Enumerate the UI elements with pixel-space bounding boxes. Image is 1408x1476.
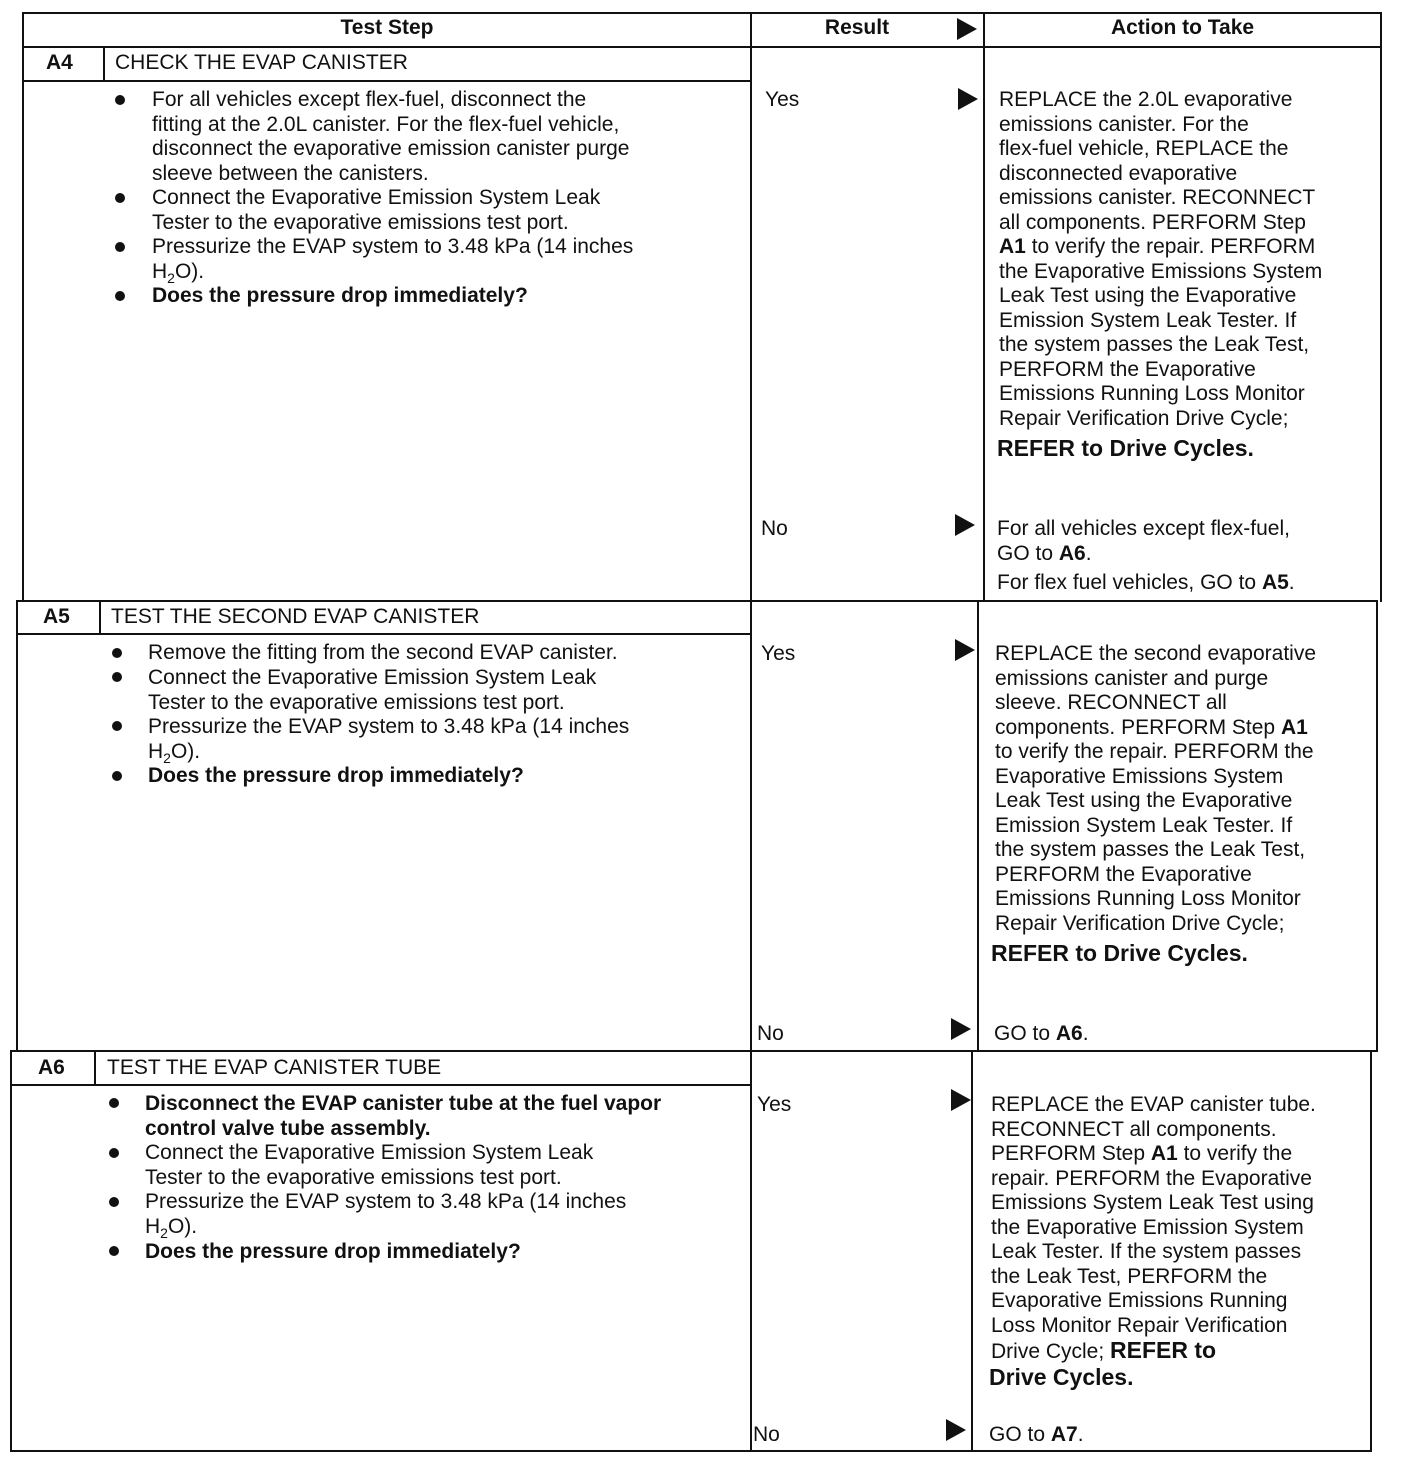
bullet-icon — [115, 242, 125, 252]
bullet-icon — [115, 291, 125, 301]
header-bottom-border — [22, 46, 1382, 48]
step-title: TEST THE SECOND EVAP CANISTER — [111, 605, 480, 628]
result-arrow-icon — [955, 514, 975, 536]
step-question: Does the pressure drop immediately? — [145, 1240, 521, 1263]
result-yes: Yes — [761, 642, 796, 665]
result-no: No — [757, 1022, 784, 1045]
step-text: Connect the Evaporative Emission System Leak Tester to the evaporative emissions test port. — [152, 186, 601, 234]
step-text: Pressurize the EVAP system to 3.48 kPa (14 inches $H_2O$). — [148, 715, 630, 766]
table-left-border — [22, 12, 24, 602]
header-action: Action to Take — [1110, 16, 1255, 39]
header-result: Result — [824, 16, 890, 39]
row-separator — [10, 1050, 1378, 1052]
step-title-underline — [16, 633, 752, 635]
action-yes: REPLACE the second evaporative emissions canister and purge sleeve. RECONNECT all components. PERFORM Step A1 to verify the repair. PERFORM the Evaporative Emissions System Leak Test using the Evaporative Emission System Leak Tester. If the system passes the Leak Test, PERFORM the Evaporative Emissions Running Loss Monitor Repair Verification Drive Cycle; — [995, 642, 1317, 935]
step-id: A6 — [38, 1056, 65, 1079]
bullet-icon — [109, 1197, 119, 1207]
result-arrow-icon — [946, 1419, 966, 1441]
header-arrow-icon — [957, 18, 977, 40]
result-column-divider — [750, 12, 752, 1452]
bullet-icon — [115, 193, 125, 203]
action-no: GO to A7. — [989, 1423, 1084, 1446]
result-no: No — [753, 1423, 780, 1446]
bullet-icon — [112, 721, 122, 731]
step-text: Pressurize the EVAP system to 3.48 kPa (14 inches $H_2O$). — [145, 1190, 627, 1241]
action-column-divider — [977, 600, 979, 1052]
bullet-icon — [112, 672, 122, 682]
table-left-border — [16, 600, 18, 1052]
step-text: Connect the Evaporative Emission System Leak Tester to the evaporative emissions test port. — [148, 666, 597, 714]
action-column-divider — [983, 12, 985, 602]
table-right-border — [1380, 12, 1382, 602]
step-text: Disconnect the EVAP canister tube at the fuel vapor control valve tube assembly. — [145, 1092, 662, 1140]
table-bottom-border — [10, 1450, 1372, 1452]
bullet-icon — [115, 95, 125, 105]
step-text: Remove the fitting from the second EVAP canister. — [148, 641, 618, 664]
step-text: Pressurize the EVAP system to 3.48 kPa (14 inches $H_2O$). — [152, 235, 634, 286]
step-title: CHECK THE EVAP CANISTER — [115, 51, 408, 74]
action-yes: REPLACE the 2.0L evaporative emissions canister. For the flex-fuel vehicle, REPLACE the disconnected evaporative emissions canister. RECONNECT all components. PERFORM Step A1 to verify the repair. PERFORM the Evaporative Emissions System Leak Test using the Evaporative Emission System Leak Tester. If the system passes the Leak Test, PERFORM the Evaporative Emissions Running Loss Monitor Repair Verification Drive Cycle; — [999, 88, 1323, 430]
action-no: GO to A6. — [994, 1022, 1089, 1045]
step-id: A5 — [43, 605, 70, 628]
bullet-icon — [109, 1098, 119, 1108]
result-yes: Yes — [757, 1093, 792, 1116]
result-arrow-icon — [951, 1018, 971, 1040]
step-text: Connect the Evaporative Emission System Leak Tester to the evaporative emissions test port. — [145, 1141, 594, 1189]
step-id-divider — [94, 1050, 96, 1086]
bullet-icon — [112, 771, 122, 781]
result-yes: Yes — [765, 88, 800, 111]
step-question: Does the pressure drop immediately? — [152, 284, 528, 307]
step-id-divider — [103, 46, 105, 82]
step-id-divider — [99, 600, 101, 635]
header-test-step: Test Step — [340, 16, 434, 39]
step-title: TEST THE EVAP CANISTER TUBE — [107, 1056, 442, 1079]
action-column-divider — [971, 1050, 973, 1452]
action-no: For all vehicles except flex-fuel, GO to A6. — [997, 517, 1290, 565]
step-text: For all vehicles except flex-fuel, disconnect the fitting at the 2.0L canister. For the flex-fuel vehicle, disconnect the evaporative emission canister purge sleeve between the canisters. — [152, 88, 630, 185]
bullet-icon — [109, 1246, 119, 1256]
action-yes: REPLACE the EVAP canister tube. RECONNECT all components. PERFORM Step A1 to verify the repair. PERFORM the Evaporative Emissions System Leak Test using the Evaporative Emission System Leak Tester. If the system passes the Leak Test, PERFORM the Evaporative Emissions Running Loss Monitor Repair Verification Drive Cycle; REFER to — [991, 1093, 1316, 1363]
result-no: No — [761, 517, 788, 540]
table-right-border — [1376, 600, 1378, 1052]
bullet-icon — [109, 1148, 119, 1158]
table-top-border — [22, 12, 1382, 14]
action-refer: Drive Cycles. — [989, 1364, 1134, 1390]
action-no: For flex fuel vehicles, GO to A5. — [997, 571, 1295, 594]
step-title-underline — [10, 1084, 752, 1086]
action-refer: REFER to Drive Cycles. — [997, 435, 1254, 461]
step-title-underline — [22, 80, 752, 82]
result-arrow-icon — [958, 88, 978, 110]
bullet-icon — [112, 648, 122, 658]
row-separator — [16, 600, 1378, 602]
action-refer: REFER to Drive Cycles. — [991, 940, 1248, 966]
step-id: A4 — [46, 51, 73, 74]
table-left-border — [10, 1050, 12, 1452]
step-question: Does the pressure drop immediately? — [148, 764, 524, 787]
result-arrow-icon — [955, 639, 975, 661]
table-right-border — [1370, 1050, 1372, 1452]
result-arrow-icon — [951, 1089, 971, 1111]
